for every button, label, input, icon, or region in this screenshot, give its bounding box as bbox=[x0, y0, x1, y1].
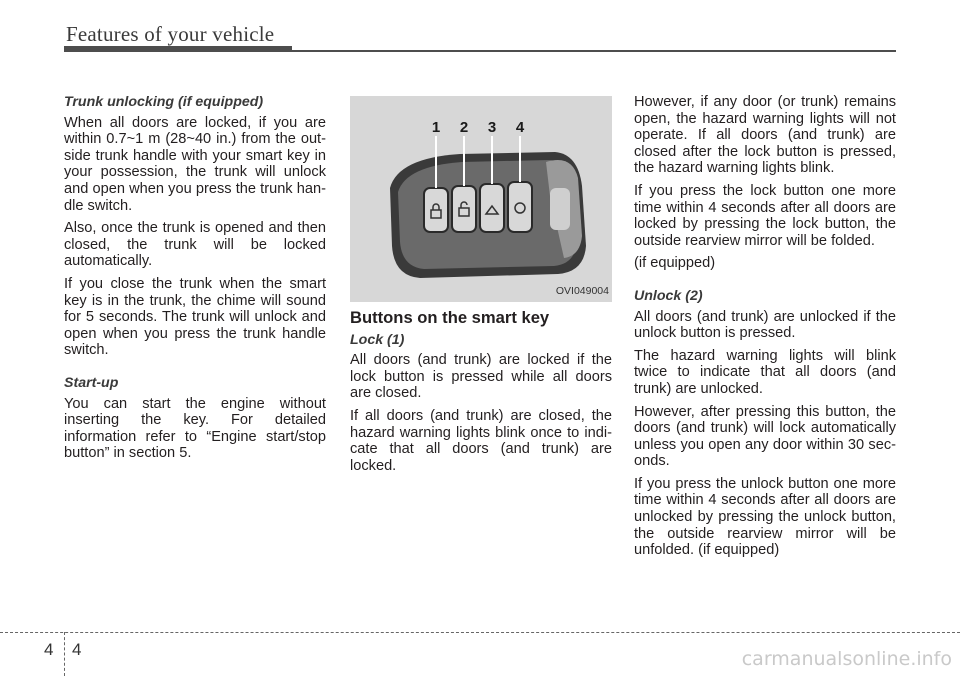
callout-4: 4 bbox=[515, 119, 525, 136]
paragraph: You can start the engine without inserting the key. For detailed information refer to “Engine start/stop button” in section 5. bbox=[64, 395, 326, 462]
smart-key-figure bbox=[350, 96, 612, 302]
mechanical-key bbox=[550, 188, 570, 230]
page-title: Features of your vehicle bbox=[66, 22, 275, 46]
paragraph: Also, once the trunk is opened and then closed, the trunk will be locked automatically. bbox=[64, 220, 326, 270]
page-number: 4 bbox=[72, 640, 82, 659]
watermark: carmanualsonline.info bbox=[741, 648, 952, 670]
header-rule bbox=[64, 50, 896, 52]
subheading-lock: Lock (1) bbox=[350, 331, 405, 348]
trunk-button bbox=[480, 184, 504, 232]
footer-divider bbox=[64, 632, 65, 676]
callout-3: 3 bbox=[487, 119, 497, 136]
paragraph: All doors (and trunk) are unlocked if the unlock button is pressed. bbox=[634, 308, 896, 342]
panic-button bbox=[508, 182, 532, 232]
paragraph: However, if any door (or trunk) remains open, the hazard warning lights will not operate. If all doors (and trunk) are closed after the lock button is pressed, the hazard warning lights blink. bbox=[634, 94, 896, 177]
callout-1: 1 bbox=[431, 119, 441, 136]
callout-2: 2 bbox=[459, 119, 469, 136]
section-number: 4 bbox=[44, 640, 54, 659]
column-left bbox=[64, 94, 326, 468]
paragraph: If you press the unlock button one more time within 4 seconds after all doors are unlocked by pressing the unlock button, the outside rearview mirror will be unfolded. (if equipped) bbox=[634, 475, 896, 559]
paragraph: When all doors are locked, if you are within 0.7~1 m (28~40 in.) from the outside trunk handle with your smart key in your possession, the trunk will unlock and open when you press the trunk handle switch. bbox=[64, 114, 326, 214]
smart-key-illustration bbox=[350, 96, 612, 302]
paragraph: All doors (and trunk) are locked if the lock button is pressed while all doors are closed. bbox=[350, 352, 612, 402]
unlock-button bbox=[452, 186, 476, 232]
paragraph: If you close the trunk when the smart key is in the trunk, the chime will sound for 5 seconds. The trunk will unlock and open when you press the trunk handle switch. bbox=[64, 275, 326, 359]
footer-rule bbox=[0, 632, 960, 633]
subheading-start-up: Start-up bbox=[64, 374, 119, 391]
column-middle bbox=[350, 96, 612, 480]
section-title: Buttons on the smart key bbox=[350, 308, 550, 327]
figure-code: OVI049004 bbox=[555, 285, 609, 298]
paragraph: However, after pressing this button, the doors (and trunk) will lock automatically unless you open any door within 30 seconds. bbox=[634, 403, 896, 470]
subheading-trunk-unlocking: Trunk unlocking (if equipped) bbox=[64, 94, 264, 110]
paragraph: (if equipped) bbox=[634, 255, 716, 272]
paragraph: The hazard warning lights will blink twice to indicate that all doors (and trunk) are unlocked. bbox=[634, 347, 896, 397]
paragraph: If all doors (and trunk) are closed, the hazard warning lights blink once to indicate that all doors (and trunk) are locked. bbox=[350, 407, 612, 474]
paragraph: If you press the lock button one more time within 4 seconds after all doors are locked by pressing the lock button, the outside rearview mirror will be folded. bbox=[634, 182, 896, 249]
column-right bbox=[634, 94, 896, 565]
subheading-unlock: Unlock (2) bbox=[634, 287, 703, 304]
